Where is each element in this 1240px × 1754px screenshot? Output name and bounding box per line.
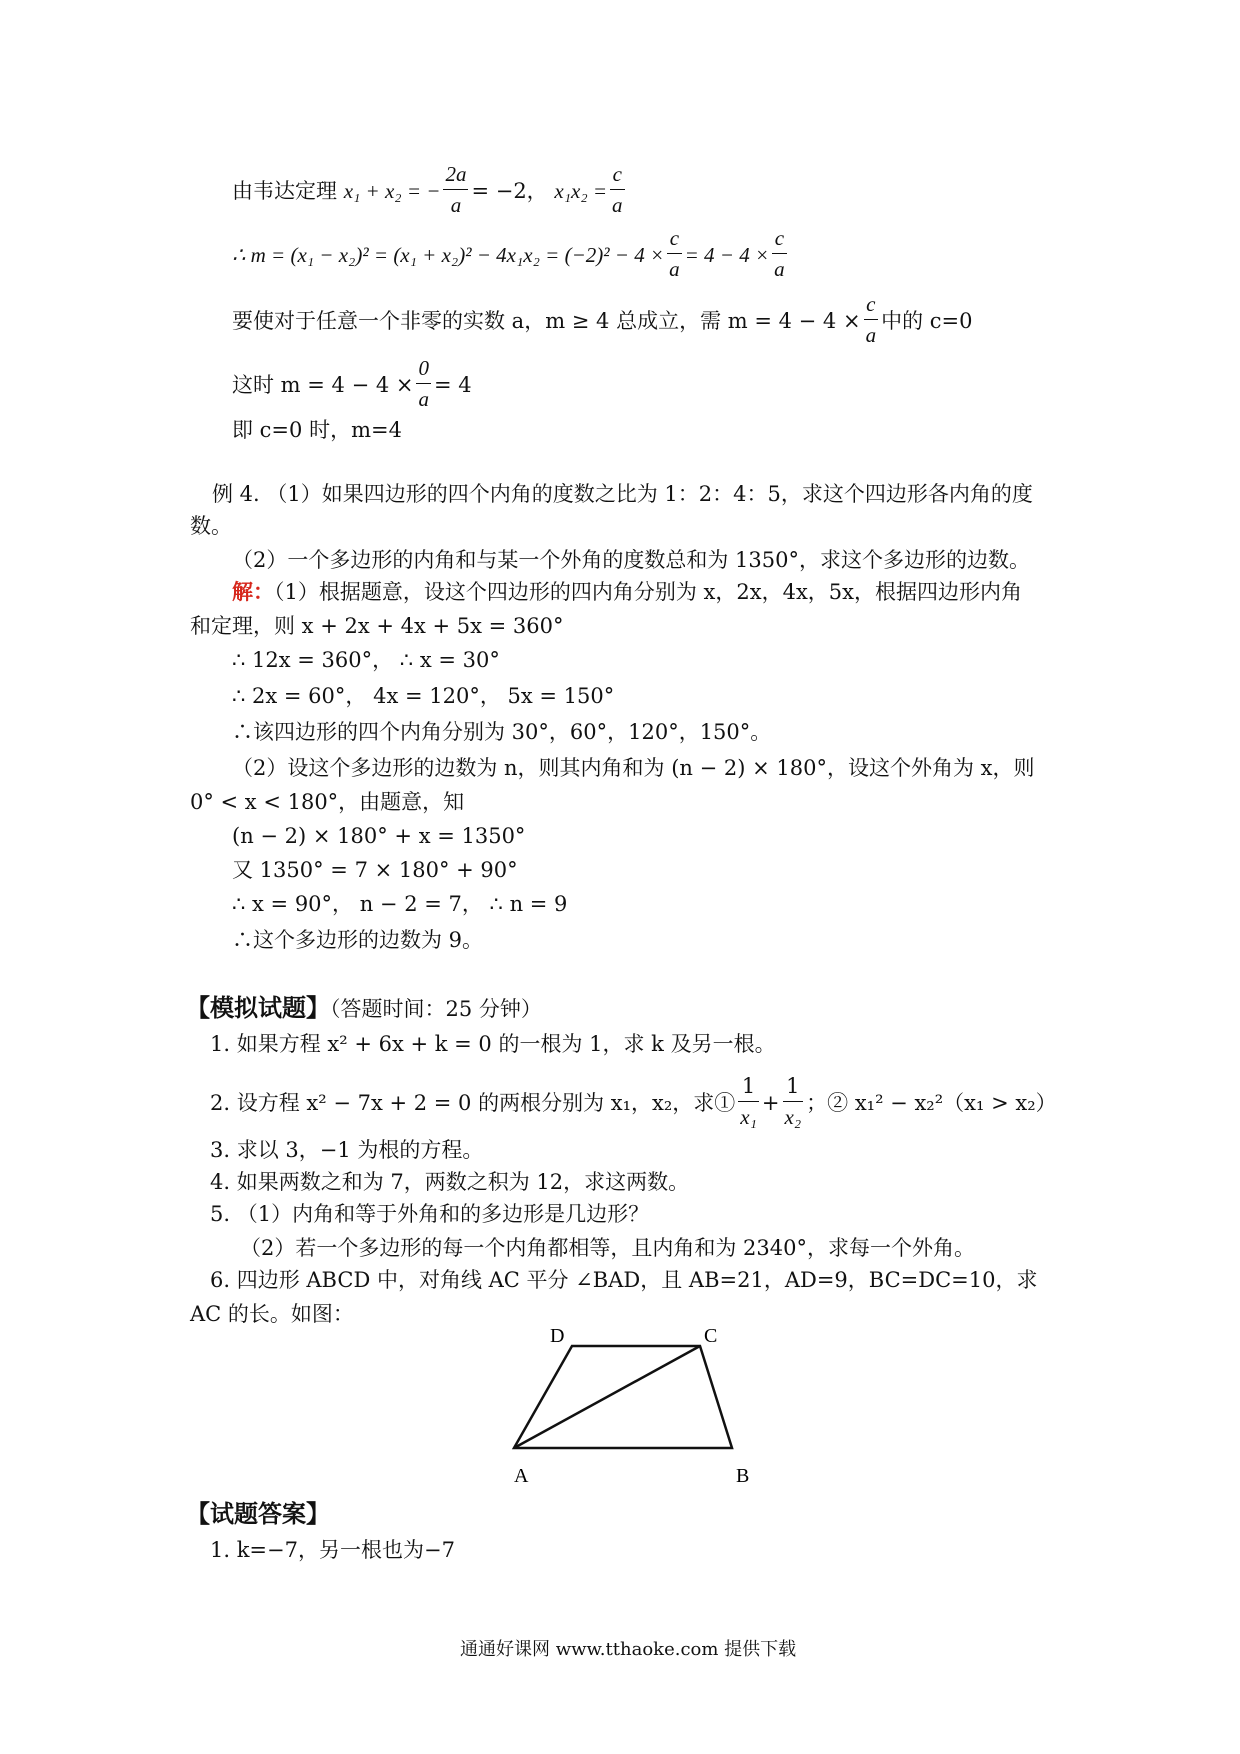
fraction-numerator: 2a <box>443 159 468 190</box>
fraction-numerator: 0 <box>416 353 431 384</box>
then-fraction <box>416 353 431 414</box>
vieta-prefix: 由韦达定理 <box>232 179 337 203</box>
vertex-label-b: B <box>736 1465 750 1487</box>
example4-step-x: ∴ 12x = 360°， ∴ x = 30° <box>232 648 500 672</box>
example4-question2: （2）一个多边形的内角和与某一个外角的度数总和为 1350°，求这个多边形的边数。 <box>232 548 1030 572</box>
fraction-denominator: a <box>865 323 877 347</box>
quadrilateral-figure <box>490 1322 780 1492</box>
example4-step-result: ∴该四边形的四个内角分别为 30°，60°，120°，150°。 <box>232 720 772 744</box>
mock-heading: 【模拟试题】 <box>186 993 330 1022</box>
solution-label: 解： <box>232 579 274 604</box>
example4-part2-eq2: 又 1350° = 7 × 180° + 90° <box>232 858 518 882</box>
m-expression-fraction-2 <box>772 223 787 284</box>
mock-question-3: 3. 求以 3，−1 为根的方程。 <box>210 1138 484 1162</box>
vertex-label-a: A <box>514 1465 529 1487</box>
fraction-denominator: x₁ <box>740 1105 757 1129</box>
mock-question-6-line2: AC 的长。如图： <box>190 1302 354 1326</box>
fraction-numerator: c <box>667 223 682 254</box>
q2-fraction-2 <box>783 1071 804 1132</box>
example4-part2-eq3: ∴ x = 90°， n − 2 = 7， ∴ n = 9 <box>232 892 568 916</box>
quadrilateral-outline <box>514 1346 732 1448</box>
vieta-sum-rhs: = −2， <box>471 179 548 203</box>
fraction-denominator: a <box>612 193 623 217</box>
mock-question-5b: （2）若一个多边形的每一个内角都相等，且内角和为 2340°，求每一个外角。 <box>240 1236 975 1260</box>
example4-question1-line1: 例 4. （1）如果四边形的四个内角的度数之比为 1：2：4：5，求这个四边形各内角的度 <box>212 482 1033 506</box>
requirement-suffix: 中的 c=0 <box>881 309 973 333</box>
vieta-line <box>232 162 628 223</box>
example4-part2-line1: （2）设这个多边形的边数为 n，则其内角和为 (n − 2) × 180°，设这个外角为 x，则 <box>232 756 1035 780</box>
fraction-denominator: a <box>669 257 680 281</box>
q2-fraction-1 <box>738 1071 759 1132</box>
example4-part2-eq1: (n − 2) × 180° + x = 1350° <box>232 824 526 848</box>
example4-part2-final: ∴这个多边形的边数为 9。 <box>232 928 484 952</box>
fraction-numerator: 1 <box>783 1071 804 1102</box>
fraction-numerator: c <box>864 289 879 320</box>
q2-prefix: 2. 设方程 x² − 7x + 2 = 0 的两根分别为 x₁，x₂，求① <box>210 1091 736 1115</box>
conclusion-line: 即 c=0 时，m=4 <box>232 418 402 442</box>
solution-text: （1）根据题意，设这个四边形的四内角分别为 x，2x，4x，5x，根据四边形内角 <box>274 580 1022 604</box>
example4-step-angles: ∴ 2x = 60°， 4x = 120°， 5x = 150° <box>232 684 615 708</box>
m-expression-line <box>232 226 790 287</box>
example4-solution-line2: 和定理，则 x + 2x + 4x + 5x = 360° <box>190 614 564 638</box>
fraction-denominator: x₂ <box>784 1105 802 1129</box>
requirement-fraction <box>864 289 879 350</box>
fraction-denominator: a <box>774 257 785 281</box>
example4-solution-line1 <box>232 578 1022 606</box>
vieta-prod-fraction <box>610 159 625 220</box>
vieta-sum-fraction <box>443 159 468 220</box>
answers-heading: 【试题答案】 <box>186 1499 330 1528</box>
fraction-denominator: a <box>450 193 462 217</box>
mock-question-5a: 5. （1）内角和等于外角和的多边形是几边形？ <box>210 1202 650 1226</box>
m-expression-fraction-1 <box>667 223 682 284</box>
vieta-sum-lhs: x₁ + x₂ = − <box>343 179 441 203</box>
requirement-line <box>232 292 972 353</box>
mock-heading-line <box>186 994 542 1023</box>
example4-question1-line2: 数。 <box>190 514 232 538</box>
fraction-numerator: 1 <box>738 1071 759 1102</box>
requirement-prefix: 要使对于任意一个非零的实数 a，m ≥ 4 总成立，需 m = 4 − 4 × <box>232 309 861 333</box>
q2-suffix: ；② x₁² − x₂²（x₁ > x₂） <box>806 1091 1057 1115</box>
mock-time-note: （答题时间：25 分钟） <box>330 997 542 1021</box>
m-expression-lhs: ∴ m = (x₁ − x₂)² = (x₁ + x₂)² − 4x₁x₂ = (−2)² − 4 × <box>232 243 665 267</box>
mock-question-6-line1: 6. 四边形 ABCD 中，对角线 AC 平分 ∠BAD，且 AB=21，AD=9，BC=DC=10，求 <box>210 1268 1038 1292</box>
then-suffix: = 4 <box>433 373 472 397</box>
m-expression-mid: = 4 − 4 × <box>684 243 770 267</box>
vertex-label-c: C <box>704 1325 718 1347</box>
fraction-denominator: a <box>418 387 429 411</box>
fraction-numerator: c <box>772 223 787 254</box>
mock-question-4: 4. 如果两数之和为 7，两数之积为 12，求这两数。 <box>210 1170 690 1194</box>
example4-part2-line2: 0° < x < 180°，由题意，知 <box>190 790 465 814</box>
then-prefix: 这时 m = 4 − 4 × <box>232 373 414 397</box>
fraction-numerator: c <box>610 159 625 190</box>
answer-1: 1. k=−7，另一根也为−7 <box>210 1538 455 1562</box>
q2-plus: + <box>761 1091 780 1115</box>
mock-question-2 <box>210 1074 1057 1135</box>
then-line <box>232 356 472 417</box>
vieta-prod-lhs: x₁x₂ = <box>554 179 608 203</box>
vertex-label-d: D <box>550 1325 565 1347</box>
mock-question-1: 1. 如果方程 x² + 6x + k = 0 的一根为 1，求 k 及另一根。 <box>210 1032 776 1056</box>
page-footer: 通通好课网 www.tthaoke.com 提供下载 <box>460 1639 797 1660</box>
